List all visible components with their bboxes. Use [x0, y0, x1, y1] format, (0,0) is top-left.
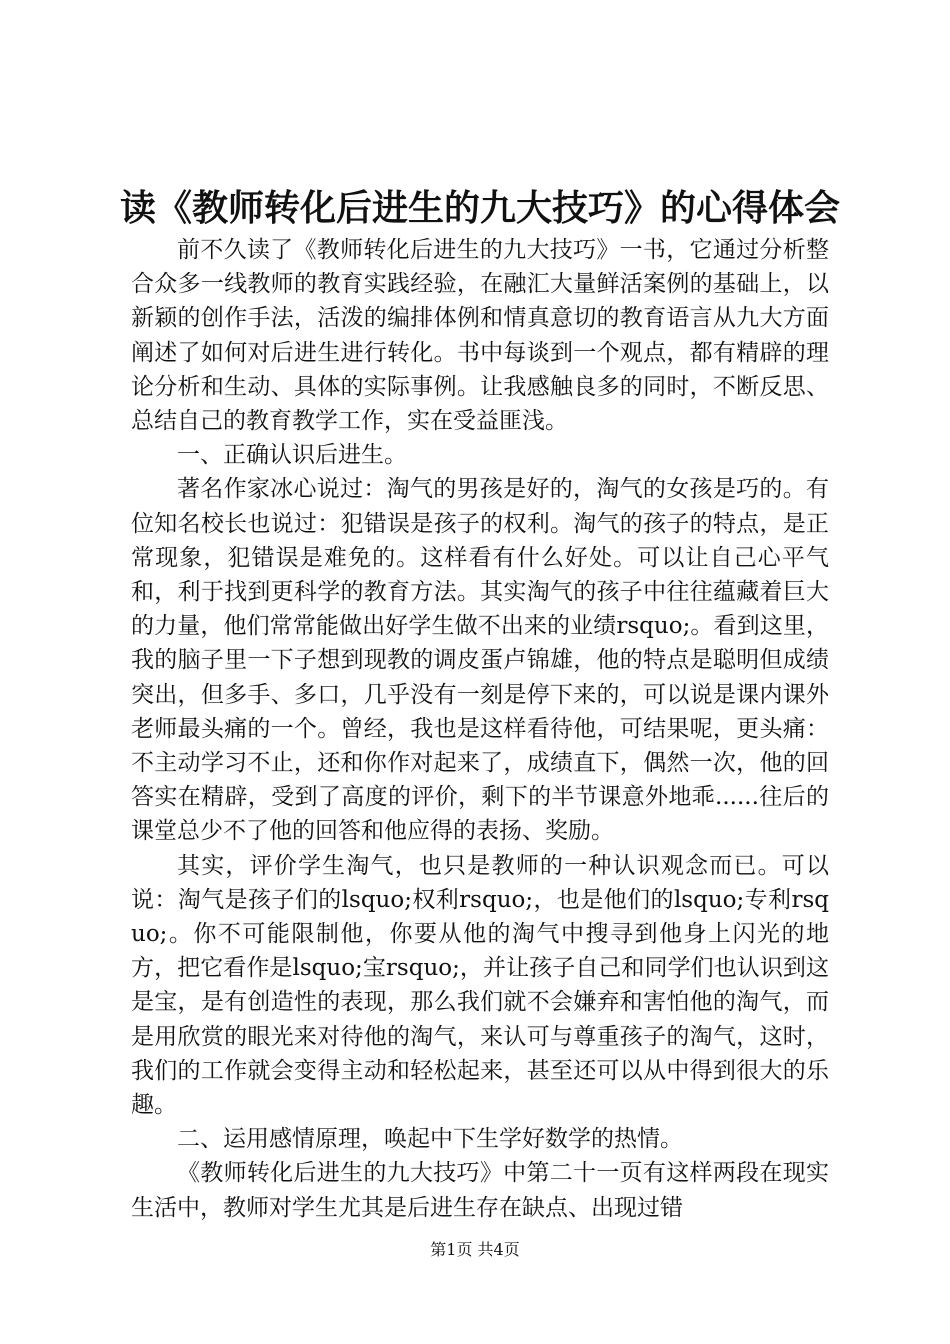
- section-heading-2: 二、运用感情原理，唤起中下生学好数学的热情。: [177, 1126, 683, 1153]
- paragraph-intro: 前不久读了《教师转化后进生的九大技巧》一书，它通过分析整合众多一线教师的教育实践经验，在融汇大量鲜活案例的基础上，以新颖的创作手法，活泼的编排体例和情真意切的教育语言从九大方面阐述了如何对后进生进行转化。书中每谈到一个观点，都有精辟的理论分析和生动、具体的实际事例。让我感触良多的同时，不断反思、总结自己的教育教学工作，实在受益匪浅。: [131, 237, 829, 435]
- paragraph-section-1-a: 著名作家冰心说过：淘气的男孩是好的，淘气的女孩是巧的。有位知名校长也说过：犯错误是孩子的权利。淘气的孩子的特点，是正常现象，犯错误是难免的。这样看有什么好处。可以让自己心平气和，利于找到更科学的教育方法。其实淘气的孩子中往往蕴藏着巨大的力量，他们常常能做出好学生做不出来的业绩rsquo;。看到这里，我的脑子里一下子想到现教的调皮蛋卢锦雄，他的特点是聪明但成绩突出，但多手、多口，几乎没有一刻是停下来的，可以说是课内课外老师最头痛的一个。曾经，我也是这样看待他，可结果呢，更头痛：不主动学习不止，还和你作对起来了，成绩直下，偶然一次，他的回答实在精辟，受到了高度的评价，剩下的半节课意外地乖......往后的课堂总少不了他的回答和他应得的表扬、奖励。: [131, 476, 829, 845]
- paragraph-section-2-a: 《教师转化后进生的九大技巧》中第二十一页有这样两段在现实生活中，教师对学生尤其是后进生存在缺点、出现过错: [131, 1160, 829, 1221]
- paragraph-section-1-b: 其实，评价学生淘气，也只是教师的一种认识观念而已。可以说：淘气是孩子们的lsquo;权利rsquo;，也是他们的lsquo;专利rsquo;。你不可能限制他，你要从他的淘气中搜寻到他身上闪光的地方，把它看作是lsquo;宝rsquo;，并让孩子自己和同学们也认识到这是宝，是有创造性的表现，那么我们就不会嫌弃和害怕他的淘气，而是用欣赏的眼光来对待他的淘气，来认可与尊重孩子的淘气，这时，我们的工作就会变得主动和轻松起来，甚至还可以从中得到很大的乐趣。: [131, 852, 829, 1119]
- page-number: 第1页: [430, 1240, 473, 1259]
- document-title: 读《教师转化后进生的九大技巧》的心得体会: [120, 187, 841, 229]
- page-total: 共4页: [477, 1240, 520, 1259]
- section-heading-1: 一、正确认识后进生。: [177, 442, 407, 469]
- page-footer: [0, 1238, 950, 1262]
- document-body: [131, 233, 829, 1225]
